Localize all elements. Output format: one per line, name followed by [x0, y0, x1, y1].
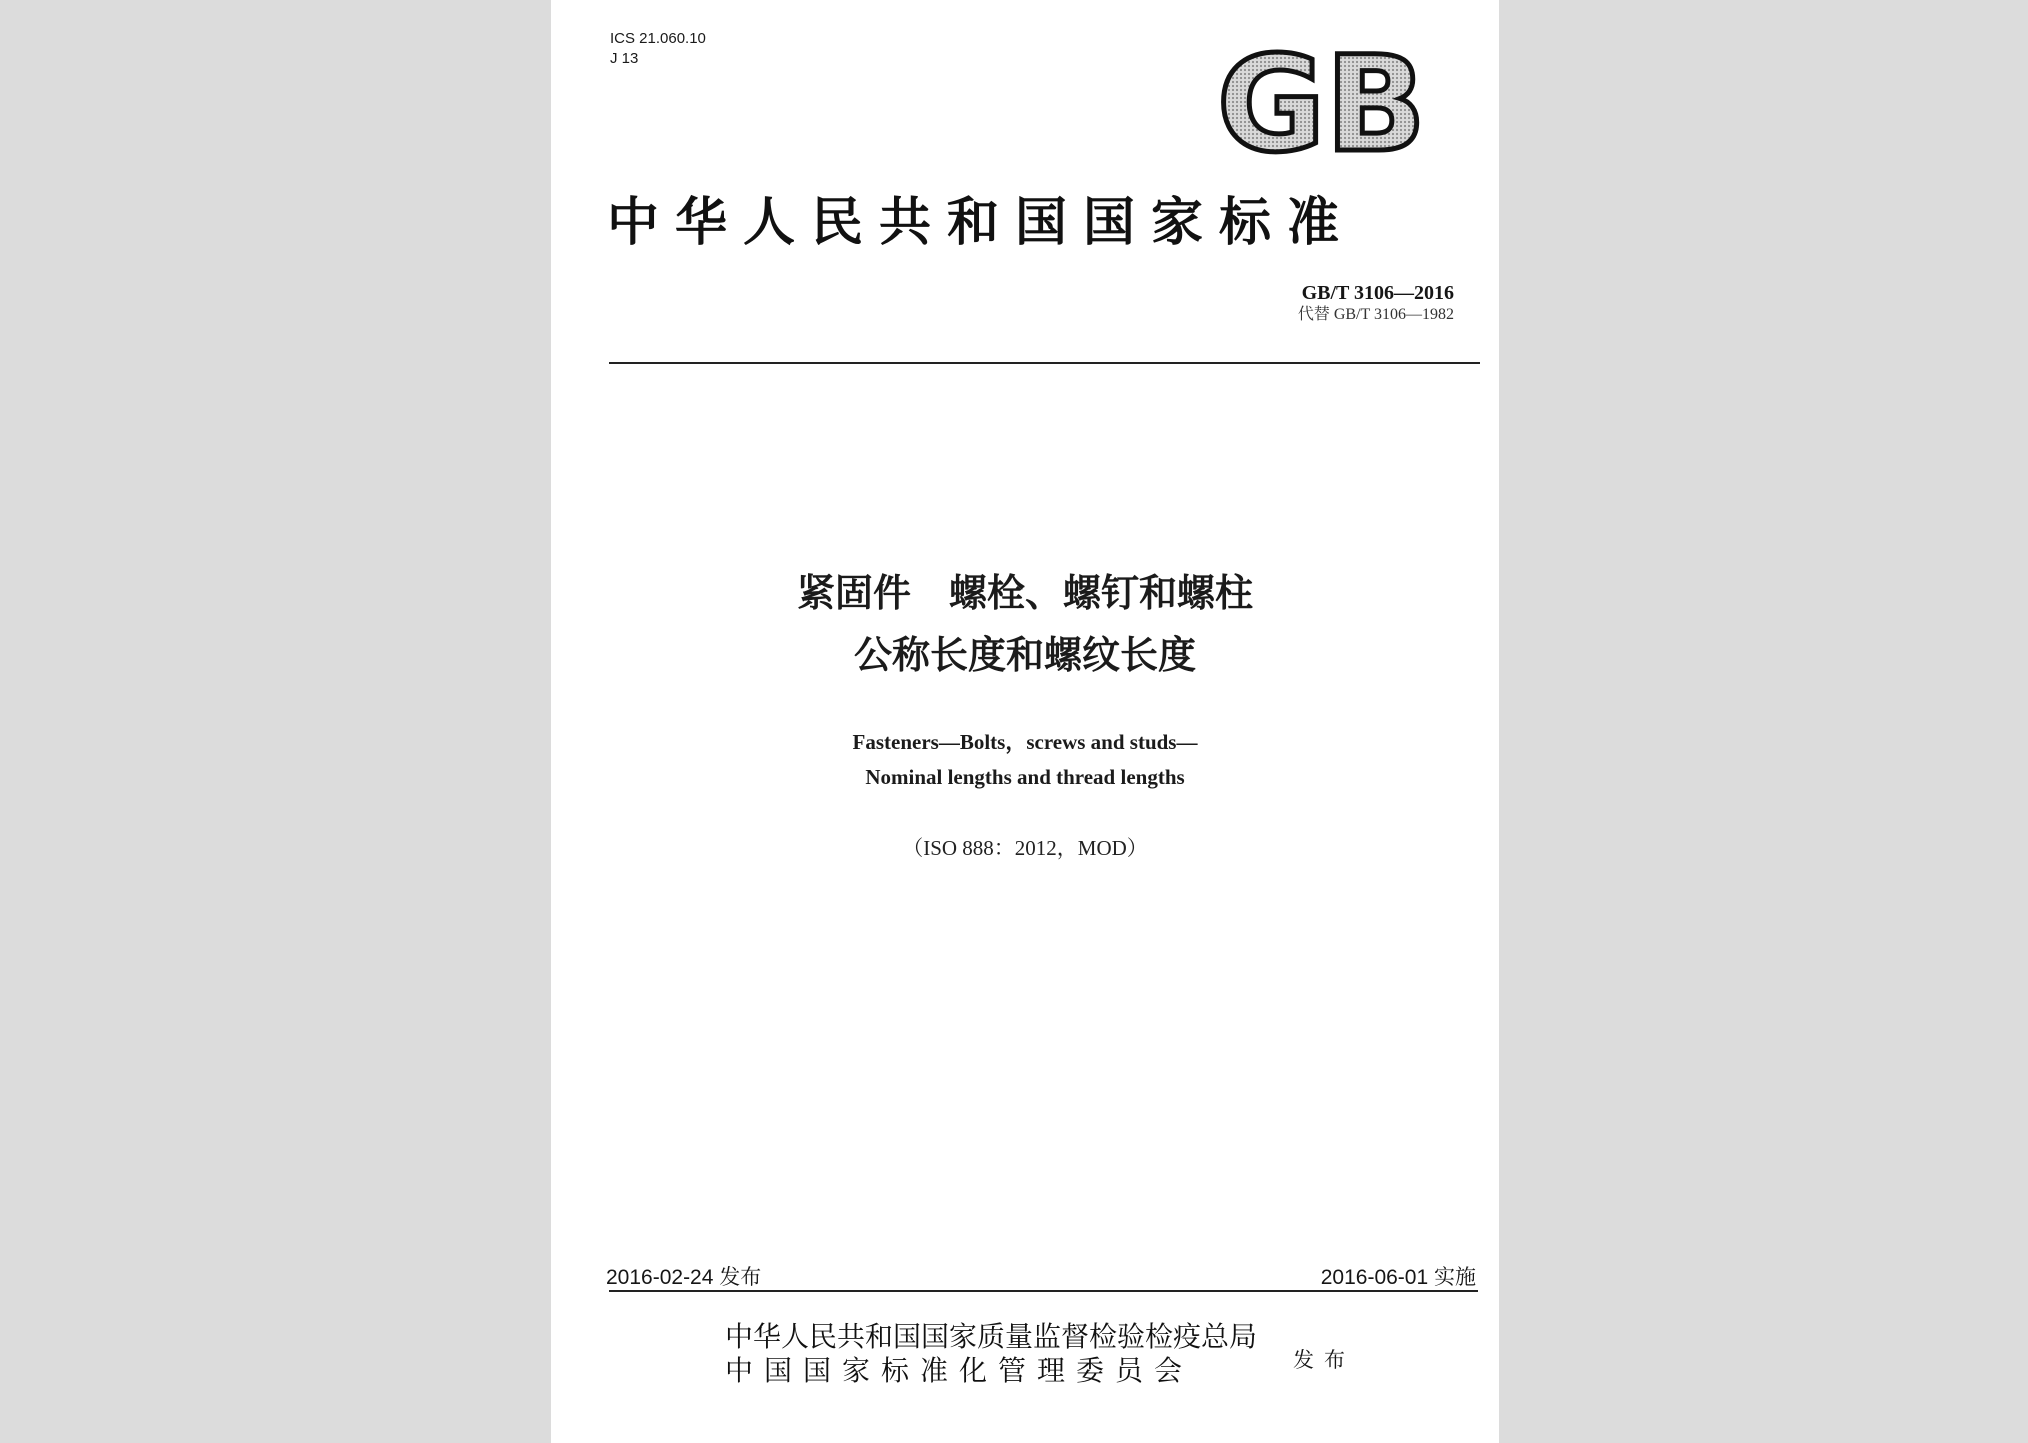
header-divider — [609, 362, 1480, 364]
footer-divider — [609, 1290, 1478, 1292]
document-page — [551, 0, 1499, 1443]
english-title-line-1: Fasteners—Bolts，screws and studs— — [852, 730, 1198, 754]
implementation-date: 2016-06-01 实施 — [1320, 1266, 1476, 1289]
chinese-title-line-1: 紧固件 螺栓、螺钉和螺柱 — [796, 571, 1253, 615]
iso-adoption: （ISO 888：2012，MOD） — [902, 836, 1148, 860]
chinese-title-line-2: 公称长度和螺纹长度 — [853, 633, 1196, 677]
national-standard-heading: 中华人民共和国国家标准 — [607, 192, 1356, 253]
classification-codes — [610, 29, 706, 69]
gb-logo — [1211, 40, 1431, 160]
gb-logo-text: GB — [1217, 40, 1426, 160]
chinese-title — [551, 562, 1499, 686]
publish-label: 发布 — [1293, 1348, 1355, 1372]
english-title-line-2: Nominal lengths and thread lengths — [865, 765, 1185, 789]
publishers — [725, 1320, 1257, 1388]
standard-number: GB/T 3106—2016 — [1301, 282, 1454, 304]
standard-number-block — [1298, 281, 1454, 325]
publisher-line-2: 中国国家标准化管理委员会 — [725, 1354, 1194, 1387]
issue-date: 2016-02-24 发布 — [606, 1266, 762, 1289]
ccs-code: J 13 — [610, 50, 639, 67]
publisher-line-1: 中华人民共和国国家质量监督检验检疫总局 — [725, 1320, 1258, 1353]
ics-code: ICS 21.060.10 — [610, 30, 706, 47]
replaces-standard: 代替 GB/T 3106—1982 — [1297, 306, 1454, 323]
english-title — [551, 725, 1499, 795]
